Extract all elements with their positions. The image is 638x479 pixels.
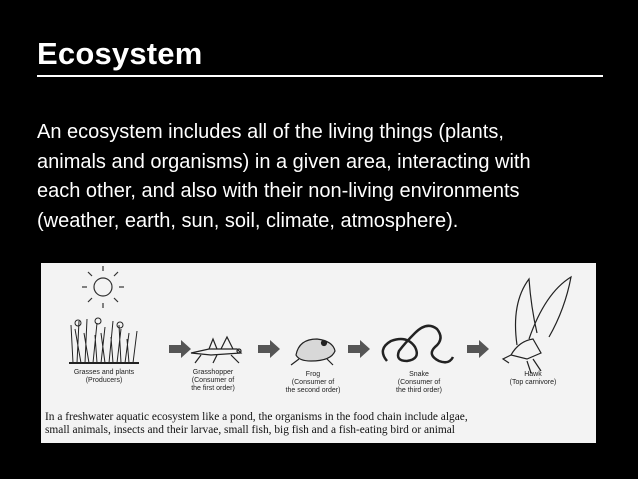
organism-role: (Consumer of: [397, 379, 441, 386]
organism-name: Hawk: [524, 371, 542, 378]
organism-name: Snake: [409, 371, 429, 378]
body-line: An ecosystem includes all of the living things (plants,: [37, 121, 504, 143]
figure-caption: [45, 411, 593, 437]
title-underline: [37, 75, 603, 77]
grasshopper-icon: [191, 337, 241, 363]
body-line: each other, and also with their non-living environments: [37, 180, 520, 202]
organism-label-producers: [59, 369, 149, 385]
organism-name: Grasshopper: [192, 369, 234, 376]
organism-role: the second order): [285, 387, 341, 394]
organism-role: the third order): [396, 387, 442, 394]
organism-name: Frog: [305, 371, 321, 378]
body-line: animals and organisms) in a given area, interacting with: [37, 150, 531, 173]
hawk-icon: [503, 277, 571, 373]
frog-icon: [291, 339, 335, 365]
caption-line: In a freshwater aquatic ecosystem like a pond, the organisms in the food chain include algae,: [45, 411, 468, 423]
organism-label-snake: [379, 371, 459, 395]
slide-title: Ecosystem: [37, 36, 203, 71]
slide-body-text: [37, 118, 617, 236]
body-line: (weather, earth, sun, soil, climate, atmosphere).: [37, 209, 459, 232]
grass-and-plants-icon: [69, 318, 139, 363]
organism-name: Grasses and plants: [73, 369, 135, 376]
snake-icon: [383, 326, 453, 363]
food-chain-figure: [41, 263, 596, 443]
organism-role: (Top carnivore): [509, 379, 557, 386]
organism-label-frog: [273, 371, 353, 395]
organism-role: (Consumer of: [291, 379, 335, 386]
caption-line: small animals, insects and their larvae, small fish, big fish and a fish-eating bird or animal: [45, 424, 455, 436]
sun-icon: [82, 266, 124, 308]
organism-role: the first order): [191, 385, 235, 392]
organism-role: (Producers): [85, 377, 123, 384]
organism-label-hawk: [493, 371, 573, 387]
organism-label-grasshopper: [173, 369, 253, 393]
organism-role: (Consumer of: [191, 377, 235, 384]
